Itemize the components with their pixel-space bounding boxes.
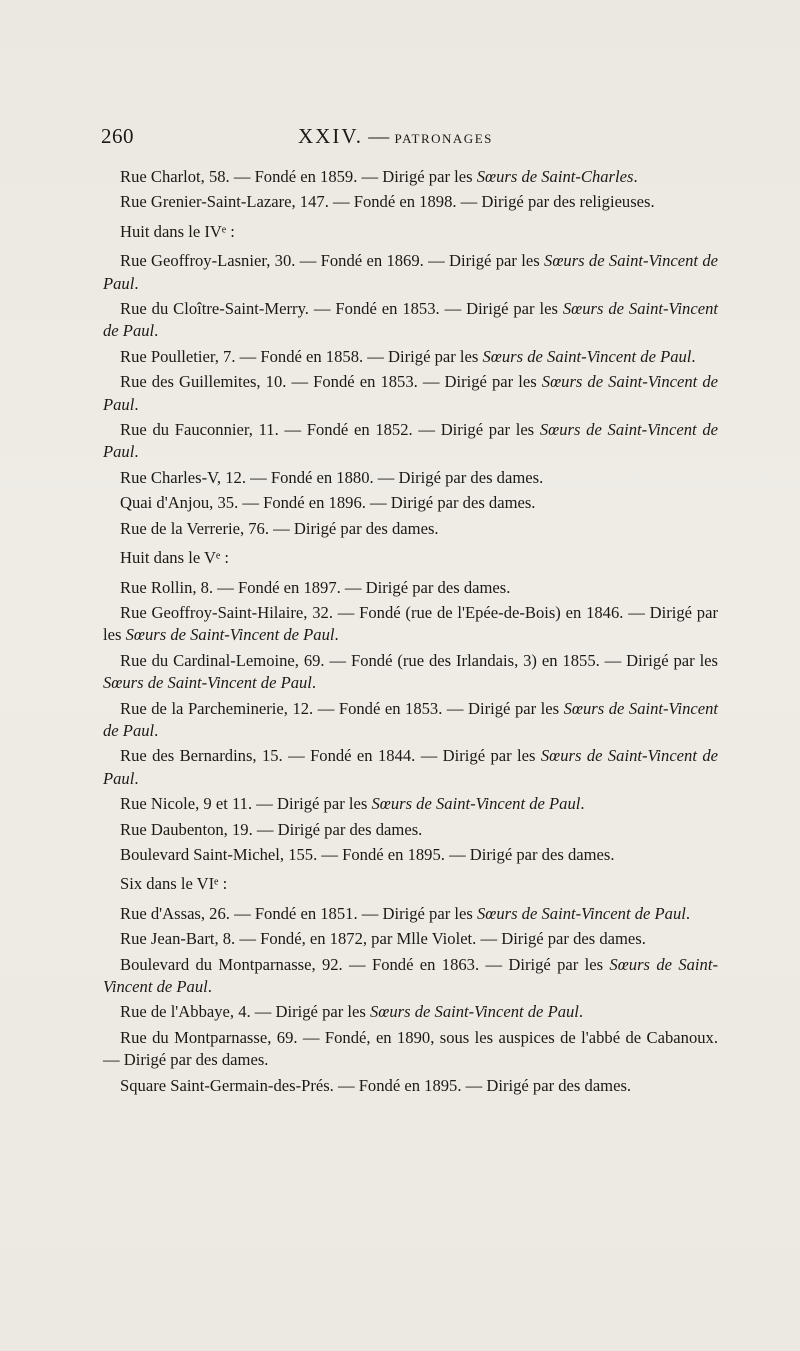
entry-paragraph <box>103 1001 718 1023</box>
entry-italic-text: Sœurs de Saint-Vincent de Paul <box>476 903 686 923</box>
entry-italic-text: Sœurs de Saint-Vincent de Paul <box>482 346 692 366</box>
entry-paragraph <box>103 166 718 188</box>
entry-end: . <box>154 720 159 740</box>
entry-end: . <box>685 903 691 923</box>
entry-text: Rue Poulletier, 7. — Fondé en 1858. — Dirigé par les <box>120 346 483 366</box>
entry-end: . <box>633 167 638 186</box>
entry-text: Rue des Bernardins, 15. — Fondé en 1844. — Dirigé par les <box>120 746 541 766</box>
entry-italic-text: Sœurs de Saint-Vincent de Paul <box>103 746 719 788</box>
entry-paragraph <box>103 819 718 841</box>
entry-paragraph <box>103 793 718 815</box>
entry-italic-text: Sœurs de Saint-Vincent de Paul <box>103 299 718 341</box>
entry-text: Rue Geoffroy-Saint-Hilaire, 32. — Fondé (rue de l'Epée-de-Bois) en 1846. — Dirigé par les <box>103 602 718 645</box>
entry-end: . <box>207 977 212 996</box>
entry-end: . <box>134 442 139 462</box>
entry-text: Rue de l'Abbaye, 4. — Dirigé par les <box>120 1002 370 1022</box>
entry-paragraph <box>103 650 718 695</box>
page-body <box>103 166 718 1100</box>
entry-italic-text: Sœurs de Saint-Vincent de Paul <box>371 794 581 814</box>
entry-paragraph <box>103 492 718 514</box>
entry-italic-text: Sœurs de Saint-Vincent de Paul <box>103 954 718 996</box>
page-header <box>101 124 721 156</box>
entry-text: Rue du Cardinal-Lemoine, 69. — Fondé (rue des Irlandais, 3) en 1855. — Dirigé par les <box>120 650 718 670</box>
entry-paragraph <box>103 518 718 540</box>
entry-paragraph <box>103 844 718 866</box>
entry-italic-text: Sœurs de Saint-Vincent de Paul <box>103 251 718 293</box>
entry-end: . <box>578 1002 584 1022</box>
entry-text: Rue Grenier-Saint-Lazare, 147. — Fondé en 1898. — Dirigé par des religieuses. <box>120 192 655 212</box>
entry-end: . <box>134 768 139 788</box>
entry-italic-text: Sœurs de Saint-Vincent de Paul <box>369 1002 579 1022</box>
entry-text: Huit dans le Vᵉ : <box>120 548 230 568</box>
entry-italic-text: Sœurs de Saint-Vincent de Paul <box>103 372 718 414</box>
entry-paragraph <box>103 577 718 599</box>
entry-italic-text: Sœurs de Saint-Vincent de Paul <box>103 420 718 462</box>
entry-text: Rue Charlot, 58. — Fondé en 1859. — Dirigé par les <box>120 167 477 186</box>
entry-paragraph <box>103 371 718 416</box>
entry-text: Rue Nicole, 9 et 11. — Dirigé par les <box>120 794 372 814</box>
entry-end: . <box>154 321 159 341</box>
entry-text: Rue de la Parcheminerie, 12. — Fondé en 1853. — Dirigé par les <box>120 698 564 718</box>
entry-end: . <box>334 625 339 645</box>
entry-italic-text: Sœurs de Saint-Vincent de Paul <box>103 698 719 740</box>
entry-text: Rue Daubenton, 19. — Dirigé par des dames. <box>120 819 423 839</box>
entry-text: Rue du Cloître-Saint-Merry. — Fondé en 1853. — Dirigé par les <box>120 299 563 319</box>
section-heading <box>103 547 718 569</box>
entry-paragraph <box>103 903 718 925</box>
entry-text: Square Saint-Germain-des-Prés. — Fondé en 1895. — Dirigé par des dames. <box>120 1075 632 1095</box>
entry-paragraph <box>103 191 718 213</box>
page-number: 260 <box>101 124 134 148</box>
entry-paragraph <box>103 467 718 489</box>
entry-text: Huit dans le IVᵉ : <box>120 221 235 241</box>
entry-text: Rue du Montparnasse, 69. — Fondé, en 1890, sous les auspices de l'abbé de Cabanoux. — Dirigé par des dames. <box>103 1027 718 1070</box>
section-heading <box>103 873 718 895</box>
entry-text: Rue Rollin, 8. — Fondé en 1897. — Dirigé par des dames. <box>120 577 511 597</box>
entry-text: Boulevard Saint-Michel, 155. — Fondé en 1895. — Dirigé par des dames. <box>120 844 615 864</box>
entry-paragraph <box>103 928 718 950</box>
entry-text: Rue Jean-Bart, 8. — Fondé, en 1872, par Mlle Violet. — Dirigé par des dames. <box>120 929 646 949</box>
entry-end: . <box>134 394 139 414</box>
chapter-number: XXIV. <box>298 124 364 148</box>
entry-paragraph <box>103 602 718 647</box>
entry-paragraph <box>103 298 718 343</box>
running-head <box>298 124 493 149</box>
entry-italic-text: Sœurs de Saint-Charles <box>476 167 634 186</box>
entry-end: . <box>311 673 317 693</box>
entry-paragraph <box>103 250 718 295</box>
entry-text: Quai d'Anjou, 35. — Fondé en 1896. — Dirigé par des dames. <box>120 493 536 513</box>
entry-paragraph <box>103 698 718 743</box>
entry-italic-text: Sœurs de Saint-Vincent de Paul <box>103 673 312 693</box>
entry-paragraph <box>103 1027 718 1072</box>
entry-text: Rue d'Assas, 26. — Fondé en 1851. — Dirigé par les <box>120 903 477 923</box>
entry-paragraph <box>103 346 718 368</box>
entry-paragraph <box>103 1075 718 1097</box>
entry-paragraph <box>103 745 718 790</box>
section-heading <box>103 221 718 243</box>
entry-text: Rue de la Verrerie, 76. — Dirigé par des dames. <box>120 518 439 538</box>
entry-text: Rue des Guillemites, 10. — Fondé en 1853. — Dirigé par les <box>120 372 542 392</box>
entry-text: Rue Charles-V, 12. — Fondé en 1880. — Dirigé par des dames. <box>120 467 544 487</box>
header-dash: — <box>368 124 390 148</box>
entry-paragraph <box>103 954 718 999</box>
entry-italic-text: Sœurs de Saint-Vincent de Paul <box>125 625 335 645</box>
entry-paragraph <box>103 419 718 464</box>
entry-text: Rue Geoffroy-Lasnier, 30. — Fondé en 1869. — Dirigé par les <box>120 251 545 271</box>
entry-end: . <box>580 794 585 814</box>
entry-end: . <box>691 346 696 366</box>
chapter-title: PATRONAGES <box>394 131 493 146</box>
entry-end: . <box>134 273 139 293</box>
entry-text: Boulevard du Montparnasse, 92. — Fondé en 1863. — Dirigé par les <box>120 954 610 974</box>
entry-text: Six dans le VIᵉ : <box>120 874 228 894</box>
entry-text: Rue du Fauconnier, 11. — Fondé en 1852. — Dirigé par les <box>120 420 540 440</box>
